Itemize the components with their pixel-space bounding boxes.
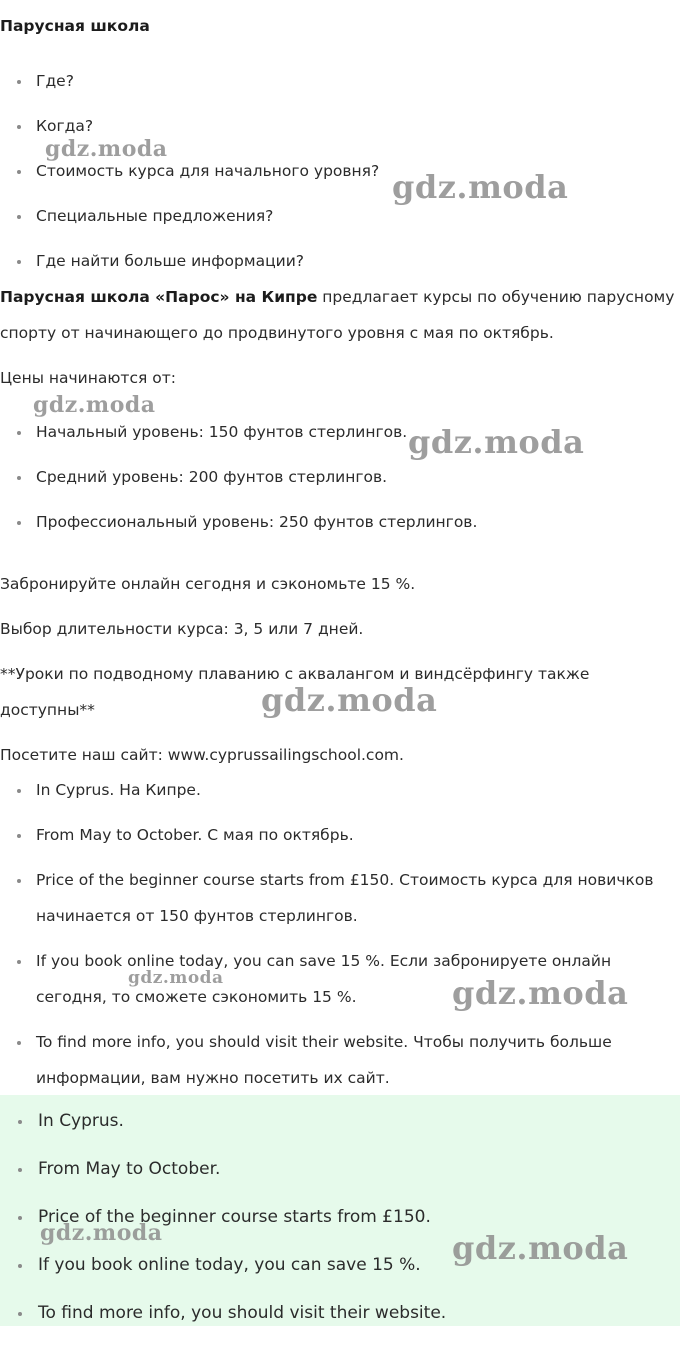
- list-item: From May to October.: [0, 1145, 680, 1193]
- watermark: gdz.moda: [261, 681, 438, 719]
- list-item: Стоимость курса для начального уровня?: [0, 153, 680, 189]
- list-item: Где?: [0, 63, 680, 99]
- watermark: gdz.moda: [40, 1220, 163, 1246]
- list-item: If you book online today, you can save 15 %.: [0, 1241, 680, 1289]
- list-item: Price of the beginner course starts from £150. Стоимость курса для новичков начинается от 150 фунтов стерлингов.: [0, 862, 680, 934]
- list-item: Где найти больше информации?: [0, 243, 680, 279]
- questions-list: [0, 63, 680, 279]
- list-item: In Cyprus. На Кипре.: [0, 772, 680, 808]
- website-text: Посетите наш сайт: www.cyprussailingschool.com.: [0, 746, 404, 764]
- list-item: To find more info, you should visit their website. Чтобы получить больше информации, вам нужно посетить их сайт.: [0, 1024, 680, 1096]
- extras-text: **Уроки по подводному плаванию с аквалангом и виндсёрфингу также доступны**: [0, 665, 590, 719]
- duration-text: Выбор длительности курса: 3, 5 или 7 дней.: [0, 620, 364, 638]
- list-item: Специальные предложения?: [0, 198, 680, 234]
- booking-text: Забронируйте онлайн сегодня и сэкономьте 15 %.: [0, 575, 416, 593]
- page-title: Парусная школа: [0, 17, 150, 35]
- list-item: If you book online today, you can save 15 %. Если забронируете онлайн сегодня, то сможете сэкономить 15 %.: [0, 943, 680, 1015]
- watermark: gdz.moda: [33, 392, 156, 418]
- prices-list: [0, 414, 680, 540]
- translated-answers-list: [0, 772, 680, 1096]
- list-item: Когда?: [0, 108, 680, 144]
- intro-paragraph: [0, 279, 676, 351]
- list-item: Средний уровень: 200 фунтов стерлингов.: [0, 459, 680, 495]
- list-item: Price of the beginner course starts from £150.: [0, 1193, 680, 1241]
- answers-list: [0, 1095, 680, 1337]
- list-item: Начальный уровень: 150 фунтов стерлингов.: [0, 414, 680, 450]
- watermark: gdz.moda: [452, 974, 629, 1012]
- watermark: gdz.moda: [408, 423, 585, 461]
- list-item: Профессиональный уровень: 250 фунтов стерлингов.: [0, 504, 680, 540]
- school-name: Парусная школа «Парос» на Кипре: [0, 288, 318, 306]
- list-item: In Cyprus.: [0, 1097, 680, 1145]
- watermark: gdz.moda: [45, 136, 168, 162]
- list-item: From May to October. С мая по октябрь.: [0, 817, 680, 853]
- list-item: To find more info, you should visit their website.: [0, 1289, 680, 1337]
- prices-label: Цены начинаются от:: [0, 369, 176, 387]
- intro-text: предлагает курсы по обучению парусному спорту от начинающего до продвинутого уровня с мая по октябрь.: [0, 288, 675, 342]
- watermark: gdz.moda: [392, 168, 569, 206]
- watermark: gdz.moda: [128, 968, 224, 988]
- watermark: gdz.moda: [452, 1229, 629, 1267]
- answer-box: [0, 1095, 680, 1326]
